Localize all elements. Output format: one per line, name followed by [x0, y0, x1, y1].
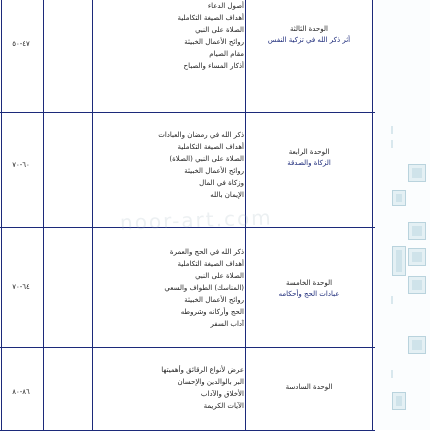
- list-item: روائح الأعمال الخبيثة: [184, 167, 244, 175]
- lesson-list: [92, 0, 244, 72]
- list-item: ذكر الله في رمضان والعبادات: [158, 131, 244, 139]
- list-item: الأخلاق والآداب: [200, 390, 244, 398]
- watermark-text: noor-art.com: [119, 205, 274, 235]
- page-range: ٦٠-٧٠: [12, 161, 30, 169]
- unit-subtitle: عبادات الحج وأحكامه: [278, 290, 340, 298]
- column-divider: [43, 0, 44, 430]
- decorative-square: [408, 222, 426, 240]
- decorative-square: [408, 164, 426, 182]
- page-range: ٤٧-٥٠: [12, 40, 30, 48]
- list-item: (المناسك) الطواف والسعي: [164, 284, 244, 292]
- page-range: ٨٦-٨٠: [12, 388, 30, 396]
- decorative-square: [392, 190, 406, 206]
- list-item: أصول الدعاء: [207, 2, 244, 10]
- unit-name: الوحدة الثالثة: [290, 25, 328, 33]
- table-row: [0, 227, 375, 348]
- list-item: أهداف الصيغة التكاملية: [177, 143, 244, 151]
- decorative-tick: [391, 140, 393, 148]
- column-divider: [92, 0, 93, 430]
- list-item: ذكر الله في الحج والعمرة: [169, 248, 244, 256]
- decorative-square: [408, 248, 426, 266]
- column-divider: [1, 0, 2, 430]
- decorative-tick: [391, 370, 393, 378]
- list-item: مقام الصيام: [209, 50, 244, 58]
- page-range: ٦٤-٧٠: [12, 283, 30, 291]
- list-item: وزكاة في المال: [199, 179, 244, 187]
- lesson-list: [92, 364, 244, 412]
- decorative-square: [408, 276, 426, 294]
- decorative-tick: [391, 126, 393, 134]
- table-row: [0, 347, 375, 431]
- unit-title: [246, 24, 372, 46]
- list-item: أذكار المساء والصباح: [183, 62, 244, 70]
- decorative-square: [392, 246, 406, 276]
- list-item: البر بالوالدين والإحسان: [177, 378, 244, 386]
- decorative-square: [408, 336, 426, 354]
- lesson-list: [92, 246, 244, 330]
- list-item: الحج وأركانه وشروطه: [180, 308, 244, 316]
- list-item: آداب السفر: [210, 320, 244, 328]
- unit-subtitle: أثر ذكر الله في تزكية النفس: [267, 36, 351, 44]
- list-item: روائح الأعمال الخبيثة: [184, 296, 244, 304]
- decorative-margin: [375, 0, 430, 430]
- unit-name: الوحدة السادسة: [285, 383, 333, 391]
- unit-name: الوحدة الخامسة: [285, 279, 333, 287]
- unit-name: الوحدة الرابعة: [288, 148, 330, 156]
- column-divider: [372, 0, 373, 430]
- list-item: الصلاة على النبي: [195, 26, 244, 34]
- table-row: [0, 0, 375, 113]
- list-item: الصلاة على النبي: [195, 272, 244, 280]
- decorative-square: [392, 392, 406, 410]
- decorative-tick: [391, 296, 393, 304]
- list-item: أهداف الصيغة التكاملية: [177, 14, 244, 22]
- unit-title: [246, 382, 372, 393]
- list-item: أهداف الصيغة التكاملية: [177, 260, 244, 268]
- list-item: الصلاة على النبي (الصلاة): [169, 155, 244, 163]
- unit-title: [246, 147, 372, 169]
- unit-subtitle: الزكاة والصدقة: [287, 159, 331, 167]
- lesson-list: [92, 129, 244, 201]
- list-item: الآيات الكريمة: [203, 402, 244, 410]
- list-item: روائح الأعمال الخبيثة: [184, 38, 244, 46]
- list-item: عرض لأنواع الرقائق وأهميتها: [161, 366, 244, 374]
- unit-title: [246, 278, 372, 300]
- list-item: الإيمان بالله: [210, 191, 244, 199]
